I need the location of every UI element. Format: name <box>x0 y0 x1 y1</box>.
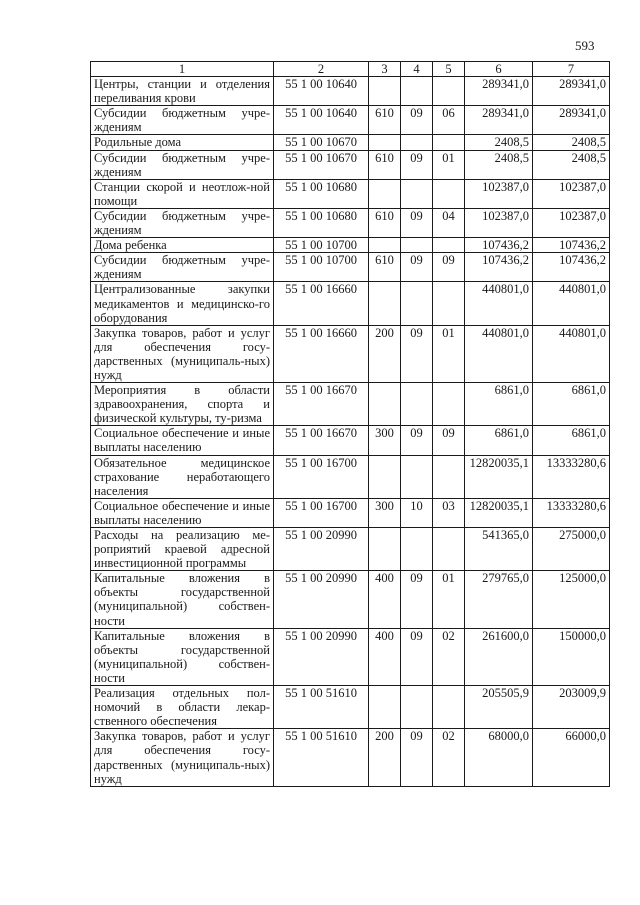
row-code-cell: 55 1 00 10700 <box>274 238 369 253</box>
row-amount-2-cell: 2408,5 <box>533 150 610 179</box>
row-section-cell <box>401 455 433 498</box>
row-expense-type-cell: 610 <box>369 208 401 237</box>
row-code-cell: 55 1 00 10640 <box>274 106 369 135</box>
row-name-cell: Закупка товаров, работ и услуг для обеспечения госу-дарственных (муниципаль-ных) нужд <box>91 729 274 786</box>
row-amount-1-cell: 107436,2 <box>465 238 533 253</box>
row-subsection-cell <box>433 77 465 106</box>
row-section-cell <box>401 135 433 150</box>
row-amount-2-cell: 150000,0 <box>533 628 610 685</box>
row-subsection-cell: 09 <box>433 253 465 282</box>
row-subsection-cell: 04 <box>433 208 465 237</box>
row-amount-2-cell: 6861,0 <box>533 426 610 455</box>
header-cell: 1 <box>91 62 274 77</box>
budget-table <box>90 61 610 787</box>
row-code-cell: 55 1 00 16700 <box>274 498 369 527</box>
row-section-cell: 09 <box>401 106 433 135</box>
row-section-cell <box>401 179 433 208</box>
row-code-cell: 55 1 00 51610 <box>274 686 369 729</box>
row-amount-2-cell: 107436,2 <box>533 253 610 282</box>
row-subsection-cell <box>433 179 465 208</box>
header-cell: 6 <box>465 62 533 77</box>
row-code-cell: 55 1 00 10670 <box>274 135 369 150</box>
row-expense-type-cell <box>369 179 401 208</box>
row-subsection-cell: 09 <box>433 426 465 455</box>
row-section-cell: 09 <box>401 208 433 237</box>
row-section-cell <box>401 383 433 426</box>
row-amount-2-cell: 2408,5 <box>533 135 610 150</box>
row-code-cell: 55 1 00 10670 <box>274 150 369 179</box>
table-row <box>91 325 610 382</box>
row-expense-type-cell: 610 <box>369 106 401 135</box>
row-name-cell: Закупка товаров, работ и услуг для обеспечения госу-дарственных (муниципаль-ных) нужд <box>91 325 274 382</box>
row-name-cell: Мероприятия в области здравоохранения, спорта и физической культуры, ту-ризма <box>91 383 274 426</box>
row-amount-1-cell: 541365,0 <box>465 528 533 571</box>
row-amount-2-cell: 102387,0 <box>533 179 610 208</box>
row-section-cell <box>401 238 433 253</box>
row-name-cell: Субсидии бюджетным учре-ждениям <box>91 106 274 135</box>
row-subsection-cell: 01 <box>433 150 465 179</box>
row-expense-type-cell <box>369 238 401 253</box>
row-amount-1-cell: 261600,0 <box>465 628 533 685</box>
row-section-cell: 09 <box>401 150 433 179</box>
row-amount-2-cell: 6861,0 <box>533 383 610 426</box>
row-expense-type-cell: 200 <box>369 729 401 786</box>
row-code-cell: 55 1 00 10680 <box>274 208 369 237</box>
row-amount-2-cell: 275000,0 <box>533 528 610 571</box>
row-name-cell: Субсидии бюджетным учре-ждениям <box>91 208 274 237</box>
row-code-cell: 55 1 00 16700 <box>274 455 369 498</box>
row-name-cell: Расходы на реализацию ме-роприятий краевой адресной инвестиционной программы <box>91 528 274 571</box>
row-name-cell: Родильные дома <box>91 135 274 150</box>
row-name-cell: Социальное обеспечение и иные выплаты населению <box>91 426 274 455</box>
row-name-cell: Субсидии бюджетным учре-ждениям <box>91 150 274 179</box>
row-subsection-cell: 01 <box>433 571 465 628</box>
table-row <box>91 77 610 106</box>
row-amount-1-cell: 6861,0 <box>465 426 533 455</box>
row-subsection-cell: 06 <box>433 106 465 135</box>
header-cell: 3 <box>369 62 401 77</box>
row-code-cell: 55 1 00 16660 <box>274 325 369 382</box>
row-subsection-cell <box>433 383 465 426</box>
header-cell: 4 <box>401 62 433 77</box>
table-row <box>91 426 610 455</box>
row-code-cell: 55 1 00 20990 <box>274 528 369 571</box>
row-amount-1-cell: 68000,0 <box>465 729 533 786</box>
row-subsection-cell <box>433 282 465 325</box>
table-row <box>91 238 610 253</box>
row-subsection-cell: 01 <box>433 325 465 382</box>
row-expense-type-cell <box>369 686 401 729</box>
row-code-cell: 55 1 00 10680 <box>274 179 369 208</box>
table-row <box>91 455 610 498</box>
row-name-cell: Обязательное медицинское страхование неработающего населения <box>91 455 274 498</box>
table-row <box>91 498 610 527</box>
header-cell: 5 <box>433 62 465 77</box>
header-cell: 7 <box>533 62 610 77</box>
row-amount-2-cell: 203009,9 <box>533 686 610 729</box>
row-subsection-cell: 02 <box>433 729 465 786</box>
row-subsection-cell <box>433 528 465 571</box>
row-expense-type-cell: 200 <box>369 325 401 382</box>
table-row <box>91 179 610 208</box>
row-expense-type-cell <box>369 455 401 498</box>
row-code-cell: 55 1 00 20990 <box>274 628 369 685</box>
row-code-cell: 55 1 00 16670 <box>274 426 369 455</box>
row-subsection-cell <box>433 455 465 498</box>
table-row <box>91 686 610 729</box>
row-code-cell: 55 1 00 20990 <box>274 571 369 628</box>
row-subsection-cell <box>433 686 465 729</box>
row-name-cell: Капитальные вложения в объекты государственной (муниципальной) собствен-ности <box>91 571 274 628</box>
row-name-cell: Станции скорой и неотлож-ной помощи <box>91 179 274 208</box>
row-amount-2-cell: 125000,0 <box>533 571 610 628</box>
row-subsection-cell: 03 <box>433 498 465 527</box>
row-expense-type-cell: 610 <box>369 150 401 179</box>
row-amount-2-cell: 13333280,6 <box>533 455 610 498</box>
page-number: 593 <box>575 38 595 53</box>
table-row <box>91 528 610 571</box>
row-name-cell: Субсидии бюджетным учре-ждениям <box>91 253 274 282</box>
table-row <box>91 282 610 325</box>
row-amount-1-cell: 440801,0 <box>465 282 533 325</box>
row-amount-1-cell: 279765,0 <box>465 571 533 628</box>
row-amount-2-cell: 289341,0 <box>533 106 610 135</box>
row-code-cell: 55 1 00 16660 <box>274 282 369 325</box>
row-section-cell <box>401 282 433 325</box>
header-cell: 2 <box>274 62 369 77</box>
row-section-cell: 09 <box>401 253 433 282</box>
row-expense-type-cell <box>369 528 401 571</box>
table-row <box>91 106 610 135</box>
row-section-cell <box>401 686 433 729</box>
row-expense-type-cell: 610 <box>369 253 401 282</box>
row-section-cell: 09 <box>401 426 433 455</box>
row-amount-1-cell: 6861,0 <box>465 383 533 426</box>
row-name-cell: Социальное обеспечение и иные выплаты населению <box>91 498 274 527</box>
table-row <box>91 208 610 237</box>
row-amount-1-cell: 12820035,1 <box>465 498 533 527</box>
row-amount-2-cell: 440801,0 <box>533 282 610 325</box>
row-section-cell: 09 <box>401 325 433 382</box>
row-amount-1-cell: 2408,5 <box>465 135 533 150</box>
row-amount-2-cell: 440801,0 <box>533 325 610 382</box>
row-subsection-cell <box>433 238 465 253</box>
table-row <box>91 571 610 628</box>
row-amount-1-cell: 2408,5 <box>465 150 533 179</box>
row-name-cell: Центры, станции и отделения переливания крови <box>91 77 274 106</box>
row-expense-type-cell <box>369 135 401 150</box>
row-amount-1-cell: 102387,0 <box>465 208 533 237</box>
row-expense-type-cell: 400 <box>369 571 401 628</box>
row-name-cell: Централизованные закупки медикаментов и медицинско-го оборудования <box>91 282 274 325</box>
row-name-cell: Капитальные вложения в объекты государственной (муниципальной) собствен-ности <box>91 628 274 685</box>
header-row <box>91 62 610 77</box>
row-subsection-cell: 02 <box>433 628 465 685</box>
row-expense-type-cell: 400 <box>369 628 401 685</box>
table-row <box>91 729 610 786</box>
row-amount-1-cell: 102387,0 <box>465 179 533 208</box>
row-section-cell <box>401 77 433 106</box>
row-amount-2-cell: 289341,0 <box>533 77 610 106</box>
row-section-cell: 09 <box>401 571 433 628</box>
table-row <box>91 383 610 426</box>
row-amount-2-cell: 102387,0 <box>533 208 610 237</box>
row-amount-1-cell: 12820035,1 <box>465 455 533 498</box>
row-expense-type-cell: 300 <box>369 498 401 527</box>
row-amount-2-cell: 66000,0 <box>533 729 610 786</box>
row-name-cell: Реализация отдельных пол-номочий в области лекар-ственного обеспечения <box>91 686 274 729</box>
table-row <box>91 628 610 685</box>
row-subsection-cell <box>433 135 465 150</box>
row-code-cell: 55 1 00 51610 <box>274 729 369 786</box>
row-code-cell: 55 1 00 10700 <box>274 253 369 282</box>
table-row <box>91 135 610 150</box>
table-row <box>91 253 610 282</box>
row-code-cell: 55 1 00 16670 <box>274 383 369 426</box>
row-expense-type-cell <box>369 282 401 325</box>
row-section-cell <box>401 528 433 571</box>
row-section-cell: 10 <box>401 498 433 527</box>
table-row <box>91 150 610 179</box>
row-amount-2-cell: 13333280,6 <box>533 498 610 527</box>
row-section-cell: 09 <box>401 628 433 685</box>
row-amount-1-cell: 289341,0 <box>465 77 533 106</box>
row-amount-1-cell: 107436,2 <box>465 253 533 282</box>
row-code-cell: 55 1 00 10640 <box>274 77 369 106</box>
row-section-cell: 09 <box>401 729 433 786</box>
row-amount-1-cell: 289341,0 <box>465 106 533 135</box>
row-expense-type-cell <box>369 383 401 426</box>
row-name-cell: Дома ребенка <box>91 238 274 253</box>
row-expense-type-cell <box>369 77 401 106</box>
row-amount-2-cell: 107436,2 <box>533 238 610 253</box>
row-amount-1-cell: 205505,9 <box>465 686 533 729</box>
row-expense-type-cell: 300 <box>369 426 401 455</box>
row-amount-1-cell: 440801,0 <box>465 325 533 382</box>
